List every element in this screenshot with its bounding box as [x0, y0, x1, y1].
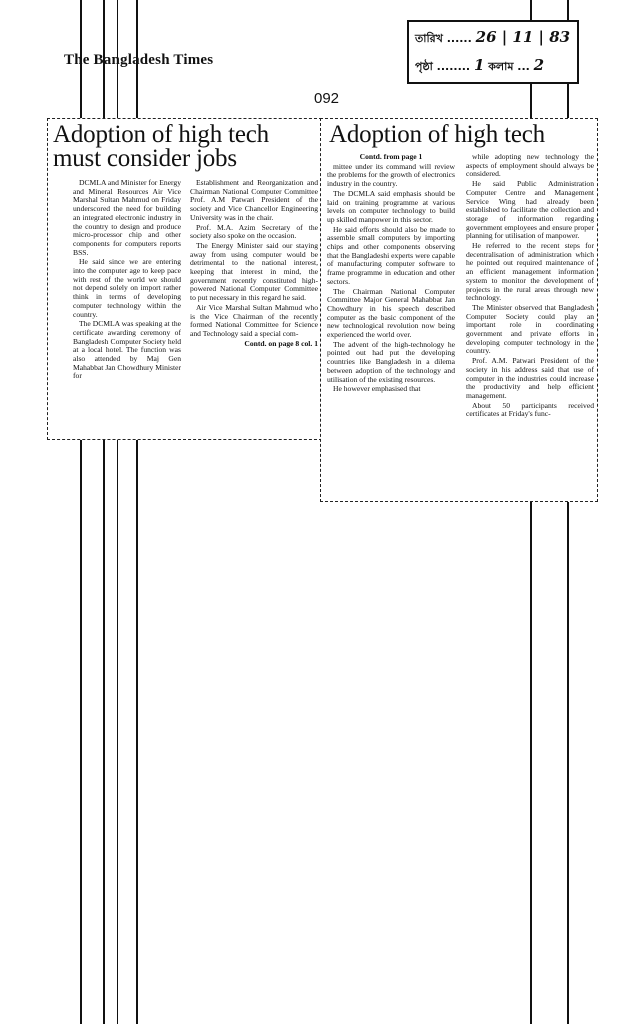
stamp-date-label: তারিখ: [415, 32, 443, 45]
paragraph: mittee under its command will review the problems for the growth of electronics industry in the country.: [327, 161, 455, 189]
paragraph: while adopting new technology the aspects of employment should always be considered.: [466, 153, 594, 179]
article-headline: Adoption of high tech: [329, 121, 545, 148]
paragraph: The Chairman National Computer Committee Major General Mahabbat Jan Chowdhury in his speech described computer as the basic component of the new technological revolution now being experienced the world over.: [327, 286, 455, 340]
article-column-1: [73, 179, 181, 437]
paragraph: The Minister observed that Bangladesh Computer Society could play an important role in coordinating government and private efforts in developing computer technology in the country.: [466, 302, 594, 356]
newspaper-masthead: The Bangladesh Times: [64, 52, 214, 68]
paragraph: The DCMLA said emphasis should be laid on training programme at various levels on computer technology to build up skilled manpower in this sector.: [327, 188, 455, 224]
paragraph: Prof. M.A. Azim Secretary of the society also spoke on the occasion.: [190, 222, 318, 241]
paragraph: DCMLA and Minister for Energy and Mineral Resources Air Vice Marshal Sultan Mahmud on Friday underscored the need for building an integrated electronic industry in the country to design and produce micro-processor chip and other components for computers reports BSS.: [73, 179, 181, 257]
paragraph: Establishment and Reorganization and Chairman National Computer Committee Prof. A.M Patwari President of the society and Vice Chancellor Engineering University was in the chair.: [190, 179, 318, 222]
paragraph: He said Public Administration Computer Centre and Management Service Wing had already been established to facilitate the collection and storage of information regarding government employees and ensure proper planning for utilisation of manpower.: [466, 179, 594, 241]
paragraph: He referred to the recent steps for decentralisation of administration which he pointed out required maintenance of an efficient management information system to monitor the development of projects in the rural areas through new technology.: [466, 241, 594, 303]
stamp-page-value: 1: [473, 56, 485, 74]
paragraph: About 50 participants received certificates at Friday's func-: [466, 400, 594, 419]
paragraph: The DCMLA was speaking at the certificate awarding ceremony of Bangladesh Computer Society held at a local hotel. The function was also attended by Maj Gen Mahabbat Jan Chowdhury Minister for: [73, 319, 181, 381]
paragraph: The advent of the high-technology he pointed out had put the developing countries like Bangladesh in a dilema between adoption of the technology and utilisation of the existing resources.: [327, 339, 455, 384]
paragraph: He however emphasised that: [333, 384, 421, 394]
archive-stamp: তারিখ ...... 26 | 11 | 83 পৃষ্ঠা ........ 1 কলাম ... 2: [407, 20, 579, 84]
paragraph: The Energy Minister said our staying away from using computer would be detrimental to the national interest, keeping that interest in mind, the government recently constituted high-powered National Computer Committee to put necessary in this regard he said.: [190, 240, 318, 303]
article-headline: Adoption of high tech must consider jobs: [53, 121, 269, 172]
paragraph: Prof. A.M. Patwari President of the society in his address said that use of computer in the industries could increase the productivity and help efficient management.: [466, 356, 594, 400]
continuation-note: Contd. on page 8 col. 1: [244, 338, 318, 348]
article-column-2: [466, 153, 594, 499]
article-column-2: [190, 179, 318, 437]
paragraph: He said since we are entering into the computer age to keep pace with rest of the world we should not depend solely on import rather think in terms of developing computer technology within the country.: [73, 257, 181, 319]
continued-from-label: Contd. from page 1: [359, 153, 423, 161]
page-number: 092: [314, 90, 340, 107]
article-clipping-left: [47, 118, 322, 440]
article-clipping-right: [320, 118, 598, 502]
stamp-date-value: 26 | 11 | 83: [475, 28, 571, 46]
stamp-column-value: 2: [533, 56, 545, 74]
paragraph: Air Vice Marshal Sultan Mahmud who is the Vice Chairman of the recently formed National Committee for Science and Technology said a special com-: [190, 302, 318, 338]
article-column-1: [327, 153, 455, 499]
paragraph: He said efforts should also be made to assemble small computers by importing chips and other components observing that the Bangladeshi experts were capable of manufacturing computer software to frame programme in education and other sectors.: [327, 224, 455, 286]
stamp-page-label: পৃষ্ঠা: [415, 60, 433, 73]
stamp-column-label: কলাম: [488, 60, 514, 73]
